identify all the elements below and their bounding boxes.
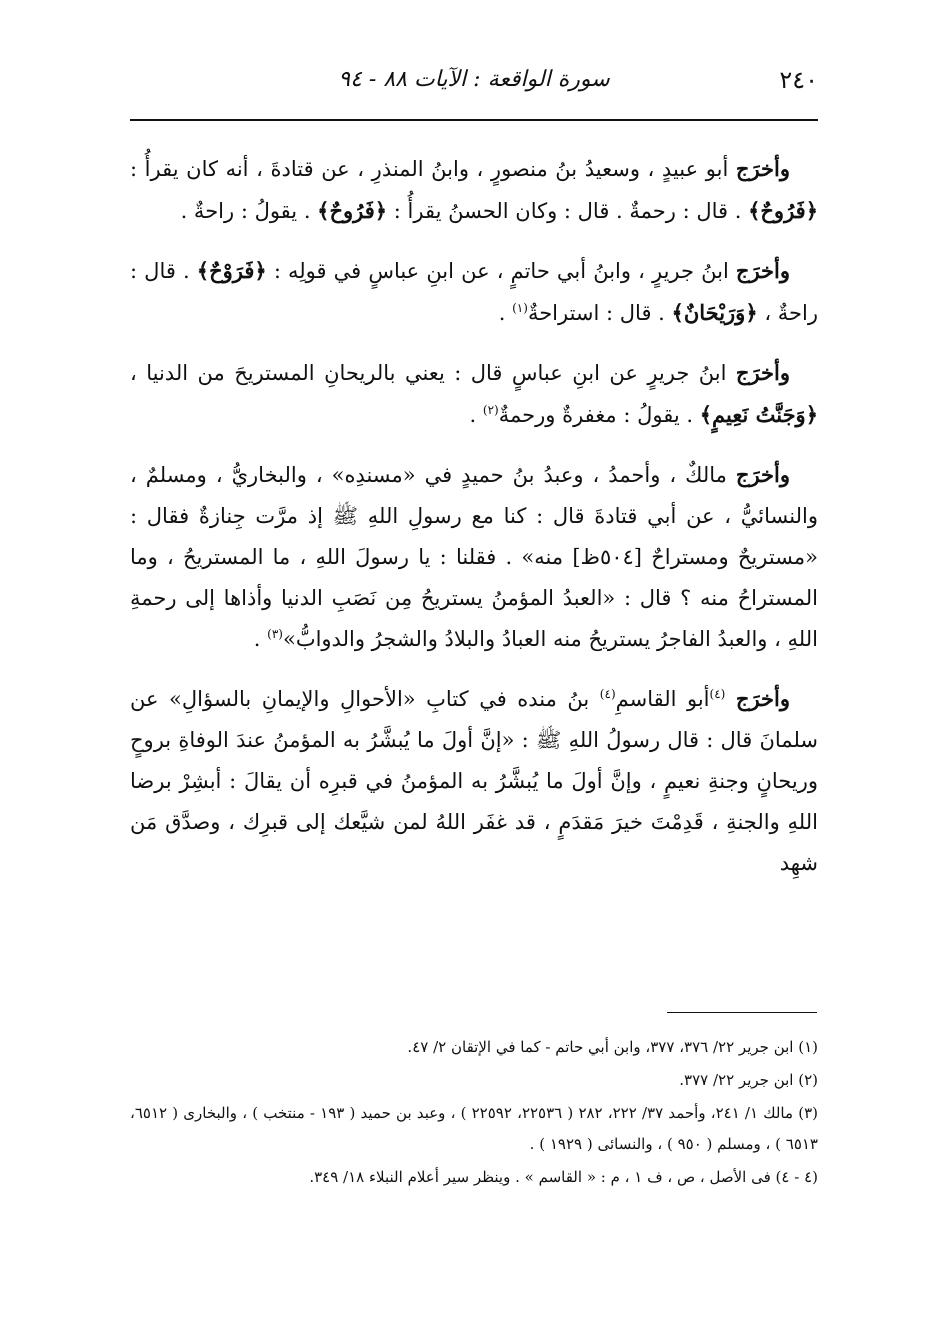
text-run: أبو القاسمِ <box>615 687 710 711</box>
footnote-rule <box>667 1012 817 1013</box>
text-run: أبو عبيدٍ ، وسعيدُ بنُ منصورٍ ، وابنُ المنذرِ ، عن قتادةَ ، أنه كان يقرأُ : <box>130 157 736 181</box>
quran-quote: ﴿وَجَنَّتُ نَعِيمٍ﴾ <box>699 402 818 427</box>
paragraph <box>130 148 818 232</box>
paragraph-lead-word: وأخرَج <box>735 258 790 283</box>
text-run: . <box>253 627 268 651</box>
text-run: ابنُ جريرٍ ، وابنُ أبي حاتمٍ ، عن ابنِ عباسٍ في قولِه : <box>266 259 736 283</box>
footnote-marker: (٢) <box>482 403 499 417</box>
text-run: . <box>498 301 513 325</box>
header-rule <box>130 119 818 121</box>
footnote: (٤ - ٤) فى الأصل ، ص ، ف ١ ، م : « القاسم » . وينظر سير أعلام النبلاء ١٨/ ٣٤٩. <box>309 1168 818 1186</box>
footnote-marker: (١) <box>512 301 528 315</box>
running-title: سورة الواقعة : الآيات ٨٨ - ٩٤ <box>338 67 610 92</box>
paragraph <box>130 454 818 660</box>
main-text <box>130 148 818 902</box>
paragraph-lead-word: وأخرَج <box>735 462 790 487</box>
quran-quote: ﴿وَرَيْحَانٌ﴾ <box>671 300 758 325</box>
footnotes <box>130 1032 818 1195</box>
text-run: . قال : رحمةٌ . قال : وكان الحسنُ يقرأُ : <box>387 199 749 223</box>
text-run: مالكٌ ، وأحمدُ ، وعبدُ بنُ حميدٍ في «مسندِه» ، والبخاريُّ ، ومسلمٌ ، والنسائيُّ ، عن أبي قتادةَ قال : كنا مع رسولِ اللهِ ﷺ إذ مرَّت جِنازةٌ فقال : «مستريحٌ ومستراحٌ [٥٠٤ظ] منه» . فقلنا : يا رسولَ اللهِ ، ما المستريحُ ، وما المستراحُ منه ؟ قال : «العبدُ المؤمنُ يستريحُ مِن نَصَبِ الدنيا وأذاها إلى رحمةِ اللهِ ، والعبدُ الفاجرُ يستريحُ منه العبادُ والبلادُ والشجرُ والدوابُّ» <box>130 463 818 651</box>
paragraph-lead-word: وأخرَج <box>735 686 790 711</box>
text-run: . يقولُ : راحةٌ . <box>180 199 318 223</box>
footnote: (٢) ابن جرير ٢٢/ ٣٧٧. <box>679 1071 818 1089</box>
quran-quote: ﴿فَرُوحٌ﴾ <box>317 198 388 223</box>
page-number: ٢٤٠ <box>779 66 818 94</box>
text-run: . يقولُ : مغفرةٌ ورحمةٌ <box>498 403 700 427</box>
paragraph <box>130 352 818 436</box>
footnote-marker: (٤) <box>709 687 726 701</box>
paragraph-lead-word: وأخرَج <box>735 360 790 385</box>
paragraph-lead-word: وأخرَج <box>735 156 790 181</box>
text-run <box>725 687 736 711</box>
footnote: (٣) مالك ١/ ٢٤١، وأحمد ٣٧/ ٢٢٢، ٢٨٢ ( ٢٢٥٣٦، ٢٢٥٩٢ ) ، وعبد بن حميد ( ١٩٣ - منتخب ) ، والبخارى ( ٦٥١٢، ٦٥١٣ ) ، ومسلم ( ٩٥٠ ) ، والنسائى ( ١٩٢٩ ) . <box>130 1104 818 1153</box>
footnote: (١) ابن جرير ٢٢/ ٣٧٦، ٣٧٧، وابن أبي حاتم - كما في الإتقان ٢/ ٤٧. <box>407 1038 818 1056</box>
page-header <box>130 62 818 106</box>
footnote-marker: (٤) <box>599 687 616 701</box>
text-run: . قال : استراحةٌ <box>527 301 672 325</box>
paragraph <box>130 678 818 884</box>
paragraph <box>130 250 818 334</box>
text-run: . <box>469 403 483 427</box>
footnote-marker: (٣) <box>267 627 283 641</box>
quran-quote: ﴿فَرَوْحٌ﴾ <box>196 258 267 283</box>
text-run: . قال : راحةٌ ، <box>130 259 818 325</box>
text-run: ابنُ جريرٍ عن ابنِ عباسٍ قال : يعني بالريحانِ المستريحَ من الدنيا ، <box>130 361 736 385</box>
quran-quote: ﴿فَرُوحٌ﴾ <box>748 198 818 223</box>
text-run: بنُ منده في كتابِ «الأحوالِ والإيمانِ بالسؤالِ» عن سلمانَ قال : قال رسولُ اللهِ ﷺ : «إنَّ أولَ ما يُبشَّرُ به المؤمنُ عندَ الوفاةِ بروحٍ وريحانٍ وجنةِ نعيمٍ ، وإنَّ أولَ ما يُبشَّرُ به المؤمنُ في قبرِه أن يقالَ : أبشِرْ برضا اللهِ والجنةِ ، قَدِمْتَ خيرَ مَقدَمٍ ، قد غفَر اللهُ لمن شيَّعك إلى قبرِك ، وصدَّق مَن شهِد <box>130 687 818 875</box>
